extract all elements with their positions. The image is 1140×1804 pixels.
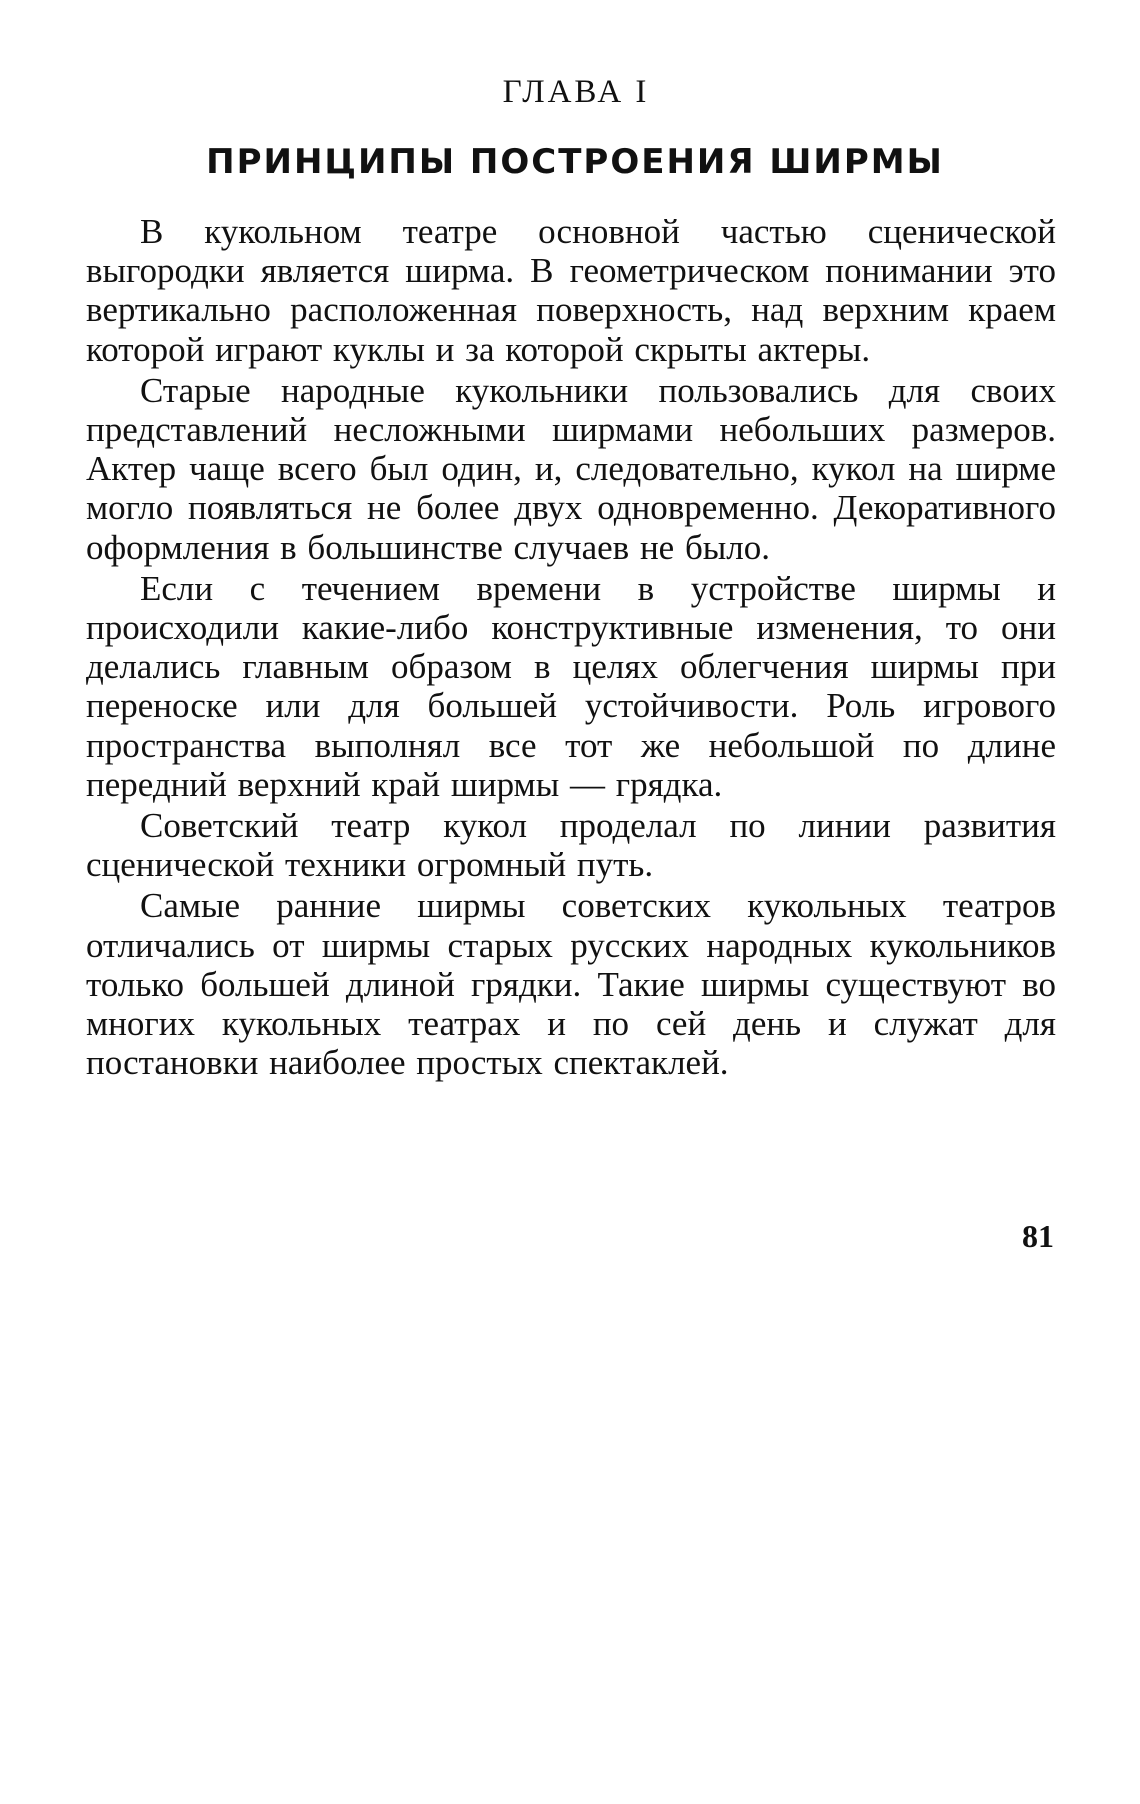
paragraph-2: Старые народные кукольники пользовались для своих представлений несложными ширмами небольших размеров. Актер чаще всего был один, и, следовательно, кукол на ширме могло появляться не более двух одновременно. Декоративного оформления в большинстве случаев не было. (86, 370, 1056, 567)
body-text (86, 212, 1056, 1084)
chapter-label: ГЛАВА I (502, 74, 650, 110)
page-number: 81 (1022, 1218, 1054, 1254)
chapter-title: ПРИНЦИПЫ ПОСТРОЕНИЯ ШИРМЫ (206, 142, 944, 182)
paragraph-1: В кукольном театре основной частью сценической выгородки является ширма. В геометрическом понимании это вертикально расположенная поверхность, над верхним краем которой играют куклы и за которой скрыты актеры. (86, 212, 1056, 369)
paragraph-5: Самые ранние ширмы советских кукольных театров отличались от ширмы старых русских народных кукольников только большей длиной грядки. Такие ширмы существуют во многих кукольных театрах и по сей день и служат для постановки наиболее простых спектаклей. (86, 886, 1056, 1083)
paragraph-3: Если с течением времени в устройстве ширмы и происходили какие-либо конструктивные изменения, то они делались главным образом в целях облегчения ширмы при переноске или для большей устойчивости. Роль игрового пространства выполнял все тот же небольшой по длине передний верхний край ширмы — грядка. (86, 568, 1056, 804)
paragraph-4: Советский театр кукол проделал по линии развития сценической техники огромный путь. (86, 806, 1056, 885)
